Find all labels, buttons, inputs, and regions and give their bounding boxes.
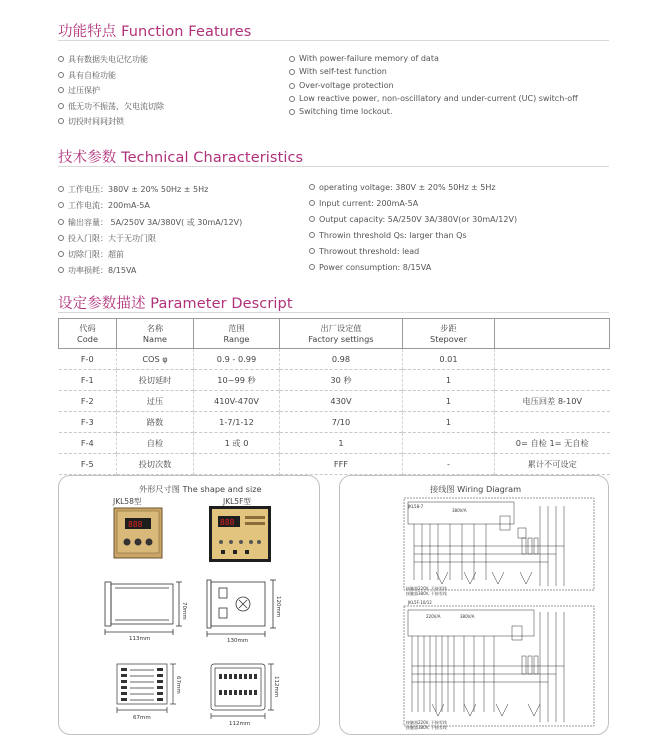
tech-list-zh [58,182,242,280]
tech-item-en: Throwout threshold: lead [309,244,517,260]
col-header-note [495,319,610,349]
cell-step: 1 [403,412,495,433]
feature-item-en: With self-test function [289,65,578,78]
cell-range: 410V-470V [194,391,280,412]
shape-title: 外形尺寸图 The shape and size [139,484,262,494]
cell-step [403,433,495,454]
dim-67-vertical: 67mm [175,676,181,694]
feature-item-en: Over-voltage protection [289,79,578,92]
tech-item-en: Input current: 200mA-5A [309,196,517,212]
wiring-drawings [340,476,609,735]
feature-item-zh: 低无功不振荡，欠电流切除 [58,99,164,115]
tech-item-en: operating voltage: 380V ± 20% 50Hz ± 5Hz [309,180,517,196]
dim-112: 112mm [229,721,251,727]
col-header-factory: 出厂设定值 Factory settings [280,319,403,349]
cell-name: 投切延时 [117,370,194,391]
cell-note: 累计不可设定 [495,454,610,475]
features-list-zh [58,52,164,130]
cell-name: 过压 [117,391,194,412]
shape-panel [58,475,320,735]
cell-name: 自检 [117,433,194,454]
wiring-note-4: 接触器380V, 不接零线 [406,725,447,730]
feature-item-zh: 具有自检功能 [58,68,164,84]
cell-note [495,370,610,391]
params-divider [58,312,609,313]
tech-item-zh: 投入门限：大于无功门限 [58,231,242,247]
wiring-title: 接线图 Wiring Diagram [430,484,522,494]
tech-item-en: Power consumption: 8/15VA [309,260,517,276]
cell-code: F-2 [80,396,94,406]
wiring-diagram-jkl5f [404,606,594,726]
cell-range: 10~99 秒 [194,370,280,391]
dim-112-vertical: 112mm [273,676,279,698]
cell-factory: 430V [280,391,403,412]
cell-note: 0= 自检 1= 无自检 [495,433,610,454]
jkl58-rear-view [117,664,176,713]
table-row [59,412,610,433]
tech-divider [58,166,609,167]
wiring-note-3: 接触器220V, 不接零线 [406,720,447,725]
cell-factory: 1 [280,433,403,454]
wiring-note-2: 接触器380V, 不接零线 [406,591,447,596]
jkl58-display-digits: 888 [128,520,143,529]
tech-item-zh: 切除门限：超前 [58,247,242,263]
col-header-name: 名称 Name [117,319,194,349]
wiring-note-1: 接触器220V, 不接零线 [406,586,447,591]
wiring-panel [339,475,609,735]
wiring-sub-bottom-1: 220V/A [426,614,441,619]
cell-step: 0.01 [403,349,495,370]
table-row [59,433,610,454]
dim-130: 130mm [227,638,249,644]
tech-item-zh: 输出容量： 5A/250V 3A/380V( 或 30mA/12V) [58,215,242,231]
wiring-label-top: JKL58-7 [408,504,424,509]
wiring-sub-top: 380V/A [452,508,467,513]
tech-item-en: Output capacity: 5A/250V 3A/380V(or 30mA/12V) [309,212,517,228]
feature-item-zh: 过压保护 [58,83,164,99]
cell-code: F-0 [80,354,94,364]
cell-name: COS φ [117,349,194,370]
table-row [59,454,610,475]
jkl5f-display-digits: 888 [220,518,235,527]
tech-item-en: Throwin threshold Qs: larger than Qs [309,228,517,244]
cell-factory: 7/10 [280,412,403,433]
tech-item-zh: 工作电流：200mA-5A [58,198,242,214]
features-divider [58,40,609,41]
cell-range: 1 或 0 [194,433,280,454]
tech-item-zh: 功率损耗：8/15VA [58,263,242,279]
cell-step: 1 [403,391,495,412]
model-jkl5f-label: JKL5F型 [223,497,251,506]
feature-item-en: Switching time lockout. [289,105,578,118]
shape-drawings [59,476,320,735]
model-jkl58-label: JKL58型 [113,497,142,506]
params-title: 设定参数描述 Parameter Descript [58,296,293,312]
cell-code: F-3 [80,417,94,427]
cell-step: 1 [403,370,495,391]
cell-range [194,454,280,475]
cell-note [495,412,610,433]
cell-code: F-4 [80,438,94,448]
tech-title: 技术参数 Technical Characteristics [58,150,304,166]
cell-name: 路数 [117,412,194,433]
cell-range: 0.9 - 0.99 [194,349,280,370]
features-list-en [289,52,578,118]
table-row [59,391,610,412]
feature-item-en: Low reactive power, non-oscillatory and under-current (UC) switch-off [289,92,578,105]
feature-item-zh: 切投时间间封锁 [58,114,164,130]
jkl58-front-device [114,508,162,558]
dim-67: 67mm [133,715,151,721]
table-row [59,349,610,370]
cell-note: 电压回差 8-10V [495,391,610,412]
jkl5f-side-view [207,580,276,637]
wiring-sub-bottom-2: 380V/A [460,614,475,619]
cell-step: - [403,454,495,475]
table-header-row [59,319,610,349]
feature-item-zh: 具有数据失电记忆功能 [58,52,164,68]
cell-factory: 0.98 [280,349,403,370]
tech-item-zh: 工作电压：380V ± 20% 50Hz ± 5Hz [58,182,242,198]
jkl58-side-view [105,582,182,635]
dim-70: 70mm [181,602,187,620]
tech-list-en [309,180,517,275]
wiring-label-bottom: JKL5F-10/12 [408,600,432,605]
col-header-step: 步距 Stepover [403,319,495,349]
parameter-table [58,318,610,475]
cell-factory: 30 秒 [280,370,403,391]
features-title: 功能特点 Function Features [58,24,252,40]
feature-item-en: With power-failure memory of data [289,52,578,65]
jkl5f-front-device [209,506,271,562]
cell-name: 投切次数 [117,454,194,475]
cell-factory: FFF [280,454,403,475]
col-header-code: 代码 Code [59,319,117,349]
cell-note [495,349,610,370]
col-header-range: 范围 Range [194,319,280,349]
cell-code: F-1 [80,375,94,385]
jkl5f-rear-view [211,664,274,719]
cell-range: 1-7/1-12 [194,412,280,433]
table-row [59,370,610,391]
dim-113: 113mm [129,636,151,642]
cell-code: F-5 [80,459,94,469]
dim-120: 120mm [275,596,281,618]
wiring-diagram-jkl58 [404,498,594,590]
